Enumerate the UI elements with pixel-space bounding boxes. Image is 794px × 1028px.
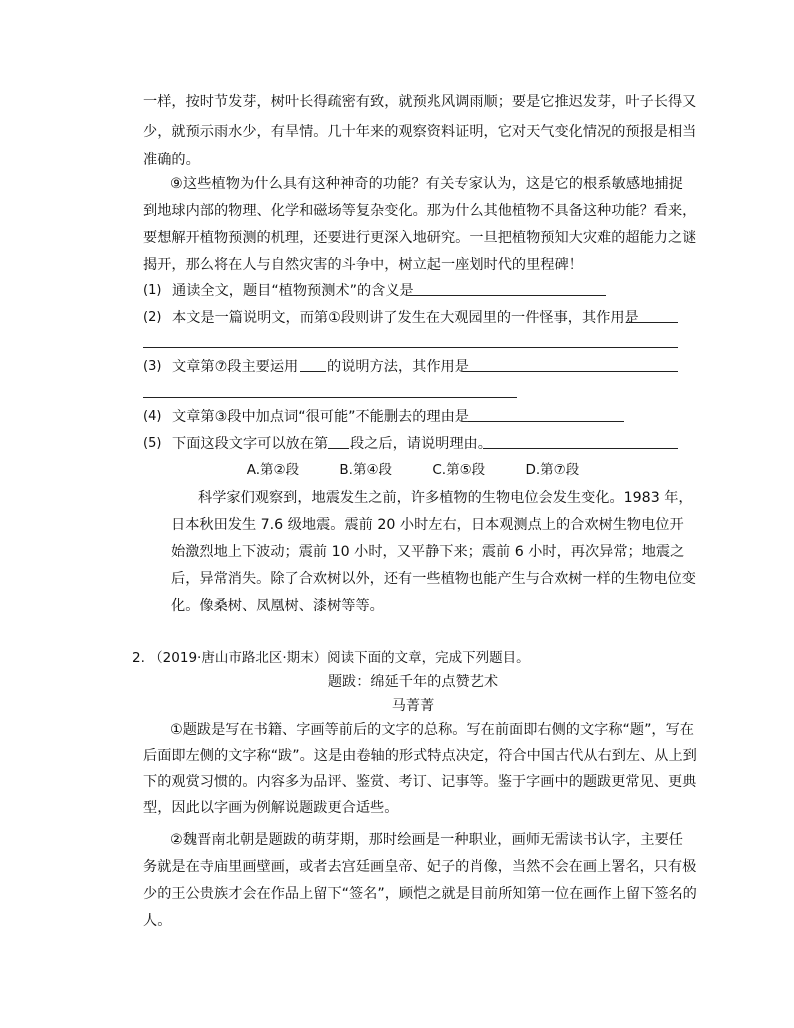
passage-line: 一样，按时节发芽，树叶长得疏密有致，就预兆风调雨顺；要是它推迟发芽，叶子长得又 [143, 94, 697, 110]
article-line: 后面即左侧的文字称“跋”。这是由卷轴的形式特点决定，符合中国古代从右到左、从上到 [143, 748, 697, 764]
article-line: 少的王公贵族才会在作品上留下“签名”，顾恺之就是目前所知第一位在画作上留下签名的 [143, 886, 697, 902]
article-line: 下的观赏习惯的。内容多为品评、鉴赏、考订、记事等。鉴于字画中的题跋更常见、更典 [143, 774, 697, 790]
passage-line: 揭开，那么将在人与自然灾害的斗争中，树立起一座划时代的里程碑！ [143, 257, 583, 273]
passage-line: 准确的。 [143, 152, 200, 168]
answer-blank[interactable] [300, 371, 326, 372]
answer-blank[interactable] [143, 347, 678, 348]
article-line: 型，因此以字画为例解说题跋更合适些。 [143, 800, 399, 816]
option-a[interactable]: A.第②段 [246, 462, 300, 478]
article-line: 人。 [143, 913, 172, 929]
question-text: 的说明方法，其作用是 [327, 359, 469, 375]
answer-blank[interactable] [143, 397, 517, 398]
excerpt-line: 日本秋田发生 7.6 级地震。震前 20 小时左右，日本观测点上的合欢树生物电位开 [171, 517, 684, 533]
article-title: 题跋：绵延千年的点赞艺术 [327, 674, 499, 690]
article-author: 马菁菁 [391, 698, 435, 714]
passage-line: ⑨这些植物为什么具有这种神奇的功能？有关专家认为，这是它的根系敏感地捕捉 [170, 176, 683, 192]
answer-blank[interactable] [328, 448, 349, 449]
answer-blank[interactable] [463, 371, 678, 372]
question-text: 段之后，请说明理由。 [350, 436, 492, 452]
answer-blank[interactable] [468, 421, 624, 422]
article-line: 务就是在寺庙里画壁画，或者去宫廷画皇帝、妃子的肖像，当然不会在画上署名，只有极 [143, 859, 697, 875]
answer-blank[interactable] [626, 322, 678, 323]
option-d[interactable]: D.第⑦段 [525, 462, 580, 478]
excerpt-line: 科学家们观察到，地震发生之前，许多植物的生物电位会发生变化。1983 年， [198, 490, 693, 506]
question-number: (2) [143, 310, 162, 325]
passage-line: 少，就预示雨水少，有旱情。几十年来的观察资料证明，它对天气变化情况的预报是相当 [143, 124, 697, 140]
option-b[interactable]: B.第④段 [339, 462, 393, 478]
excerpt-line: 后，异常消失。除了合欢树以外，还有一些植物也能产生与合欢树一样的生物电位变 [171, 571, 696, 587]
answer-options [143, 460, 683, 480]
question-text: 下面这段文字可以放在第 [172, 436, 329, 452]
question-text: 文章第⑦段主要运用 [172, 359, 299, 375]
answer-blank[interactable] [410, 295, 606, 296]
passage-line: 到地球内部的物理、化学和磁场等复杂变化。那为什么其他植物不具备这种功能？看来， [143, 203, 697, 219]
answer-blank[interactable] [483, 448, 678, 449]
article-line: ①题跋是写在书籍、字画等前后的文字的总称。写在前面即右侧的文字称“题”，写在 [170, 722, 694, 738]
excerpt-line: 化。像桑树、凤凰树、漆树等等。 [171, 598, 384, 614]
question-text: 本文是一篇说明文，而第①段则讲了发生在大观园里的一件怪事，其作用是 [172, 310, 639, 326]
question-number: (3) [143, 359, 162, 374]
question-text: 通读全文，题目“植物预测术”的含义是 [172, 283, 414, 299]
question-text: 文章第③段中加点词“很可能”不能删去的理由是 [172, 409, 469, 425]
question-number: (5) [143, 436, 162, 451]
question-header: 2. （2019·唐山市路北区·期末）阅读下面的文章，完成下列题目。 [132, 650, 530, 666]
question-number: (4) [143, 409, 162, 424]
question-number: (1) [143, 283, 162, 298]
excerpt-line: 始激烈地上下波动；震前 10 小时，又平静下来；震前 6 小时，再次异常；地震之 [171, 544, 685, 560]
option-c[interactable]: C.第⑤段 [432, 462, 486, 478]
article-line: ②魏晋南北朝是题跋的萌芽期，那时绘画是一种职业，画师无需读书认字，主要任 [170, 832, 683, 848]
passage-line: 要想解开植物预测的机理，还要进行更深入地研究。一旦把植物预知大灾难的超能力之谜 [143, 230, 697, 246]
